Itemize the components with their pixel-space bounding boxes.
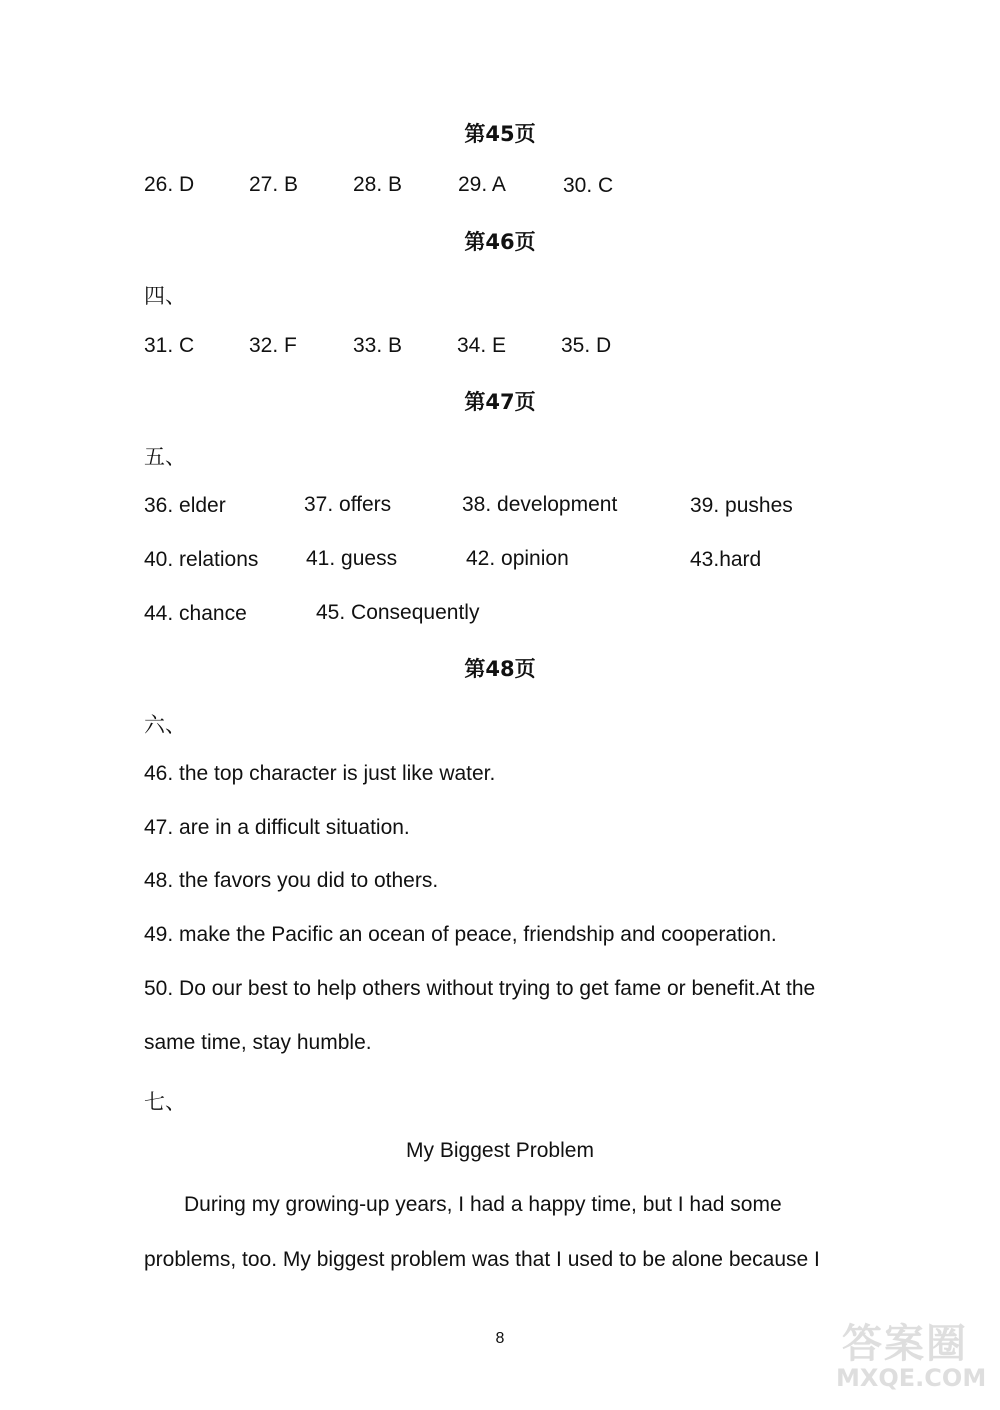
answer-38: 38. development (462, 493, 618, 516)
answer-45: 45. Consequently (316, 601, 480, 624)
answer-47: 47. are in a difficult situation. (144, 816, 410, 839)
essay-line-1: During my growing-up years, I had a happy time, but I had some (184, 1193, 782, 1216)
page-heading-46: 第46页 (464, 230, 536, 254)
page-number: 8 (495, 1330, 505, 1347)
answer-30: 30. C (563, 174, 614, 197)
answer-43: 43.hard (690, 548, 762, 571)
watermark-logo (836, 1312, 986, 1390)
answer-32: 32. F (249, 334, 297, 357)
section-label-4: 四、 (144, 284, 186, 308)
answer-34: 34. E (457, 334, 507, 357)
answer-40: 40. relations (144, 548, 259, 571)
answer-31: 31. C (144, 334, 195, 357)
answer-35: 35. D (561, 334, 612, 357)
section-label-7: 七、 (144, 1090, 186, 1114)
answer-26: 26. D (144, 173, 195, 196)
essay-title: My Biggest Problem (406, 1139, 594, 1162)
answer-49: 49. make the Pacific an ocean of peace, friendship and cooperation. (144, 923, 777, 946)
answer-46: 46. the top character is just like water. (144, 762, 496, 785)
answer-37: 37. offers (304, 493, 392, 516)
answer-44: 44. chance (144, 602, 247, 625)
answer-42: 42. opinion (466, 547, 569, 570)
answer-27: 27. B (249, 173, 299, 196)
answer-50-line-1: 50. Do our best to help others without trying to get fame or benefit.At the (144, 977, 816, 1000)
watermark-top-text: 答案圈 (842, 1321, 968, 1367)
section-label-5: 五、 (144, 445, 186, 469)
answer-29: 29. A (458, 173, 506, 196)
answer-48: 48. the favors you did to others. (144, 869, 439, 892)
watermark-bottom-text: MXQE.COM (836, 1364, 987, 1392)
answer-41: 41. guess (306, 547, 398, 570)
answer-39: 39. pushes (690, 494, 793, 517)
answer-36: 36. elder (144, 494, 226, 517)
page-heading-45: 第45页 (464, 122, 536, 146)
answer-50-line-2: same time, stay humble. (144, 1031, 372, 1054)
answer-33: 33. B (353, 334, 403, 357)
page-heading-47: 第47页 (464, 390, 536, 414)
page-heading-48: 第48页 (464, 657, 536, 681)
section-label-6: 六、 (144, 713, 186, 737)
essay-line-2: problems, too. My biggest problem was that I used to be alone because I (144, 1248, 820, 1271)
answer-28: 28. B (353, 173, 403, 196)
